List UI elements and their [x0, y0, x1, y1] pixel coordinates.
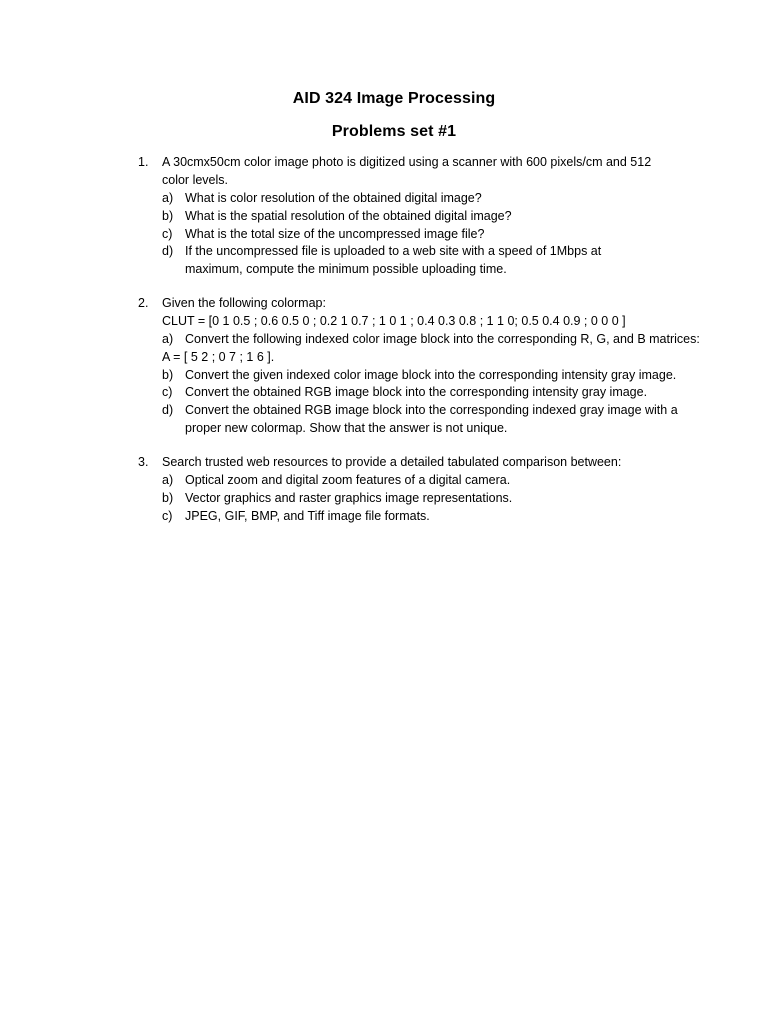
- problem-line: [138, 172, 738, 190]
- subquestion-letter: c): [162, 385, 173, 400]
- subquestion-text: proper new colormap. Show that the answer is not unique.: [185, 421, 508, 436]
- subquestion-text: maximum, compute the minimum possible uploading time.: [185, 262, 507, 277]
- subquestion-letter: a): [162, 331, 174, 346]
- subquestion-d: [138, 243, 738, 261]
- subquestion-letter: b): [162, 490, 174, 505]
- problem-2: [138, 295, 738, 438]
- problem-line: [138, 295, 738, 313]
- subquestion-b: [138, 208, 738, 226]
- subquestion-letter: c): [162, 508, 173, 523]
- subquestion-a: [138, 190, 738, 208]
- subquestion-text: Convert the obtained RGB image block into the corresponding indexed gray image with a: [185, 403, 678, 418]
- problem-line: [138, 154, 738, 172]
- problem-text: A 30cmx50cm color image photo is digitized using a scanner with 600 pixels/cm and 512: [162, 155, 652, 169]
- subquestion-letter: a): [162, 472, 174, 487]
- subquestion-text: What is the spatial resolution of the obtained digital image?: [185, 208, 512, 223]
- subquestion-letter: b): [162, 367, 174, 382]
- colormap-definition: CLUT = [0 1 0.5 ; 0.6 0.5 0 ; 0.2 1 0.7 ; 1 0 1 ; 0.4 0.3 0.8 ; 1 1 0; 0.5 0.4 0.9 ; 0 0 0 ]: [162, 313, 626, 328]
- image-block-definition: A = [ 5 2 ; 0 7 ; 1 6 ].: [162, 349, 275, 364]
- subquestion-c: [138, 384, 738, 402]
- problem-line: [138, 454, 738, 472]
- subquestion-text: Convert the obtained RGB image block into the corresponding intensity gray image.: [185, 385, 648, 400]
- problem-3: [138, 454, 738, 526]
- problem-1: [138, 154, 738, 279]
- subquestion-d: [138, 402, 738, 420]
- subquestion-b: [138, 367, 738, 385]
- document-subtitle: Problems set #1: [331, 123, 457, 140]
- subquestion-b: [138, 490, 738, 508]
- subquestion-letter: d): [162, 244, 174, 259]
- document-title: AID 324 Image Processing: [292, 90, 496, 107]
- subquestion-d-continued: [138, 261, 738, 279]
- problem-text: color levels.: [162, 172, 228, 187]
- subquestion-text: What is color resolution of the obtained digital image?: [185, 190, 482, 205]
- problem-text: Search trusted web resources to provide a detailed tabulated comparison between:: [162, 455, 622, 469]
- subquestion-letter: b): [162, 208, 174, 223]
- subquestion-d-continued: [138, 420, 738, 438]
- subquestion-text: Vector graphics and raster graphics image representations.: [185, 490, 513, 505]
- subquestion-text: Convert the following indexed color image block into the corresponding R, G, and B matrices:: [185, 331, 700, 346]
- problem-number: 3.: [138, 455, 149, 469]
- image-block-line: [138, 349, 738, 367]
- subquestion-text: What is the total size of the uncompressed image file?: [185, 226, 485, 241]
- subquestion-a: [138, 472, 738, 490]
- problem-number: 2.: [138, 296, 149, 310]
- subquestion-text: If the uncompressed file is uploaded to a web site with a speed of 1Mbps at: [185, 244, 602, 259]
- subquestion-c: [138, 226, 738, 244]
- subquestion-letter: a): [162, 190, 174, 205]
- subquestion-letter: d): [162, 403, 174, 418]
- subquestion-c: [138, 508, 738, 526]
- subquestion-text: Optical zoom and digital zoom features of a digital camera.: [185, 472, 511, 487]
- subquestion-text: Convert the given indexed color image block into the corresponding intensity gray image.: [185, 367, 677, 382]
- colormap-line: [138, 313, 738, 331]
- subquestion-letter: c): [162, 226, 173, 241]
- problem-number: 1.: [138, 155, 149, 169]
- problem-text: Given the following colormap:: [162, 296, 326, 310]
- subquestion-text: JPEG, GIF, BMP, and Tiff image file formats.: [185, 508, 430, 523]
- subquestion-a: [138, 331, 738, 349]
